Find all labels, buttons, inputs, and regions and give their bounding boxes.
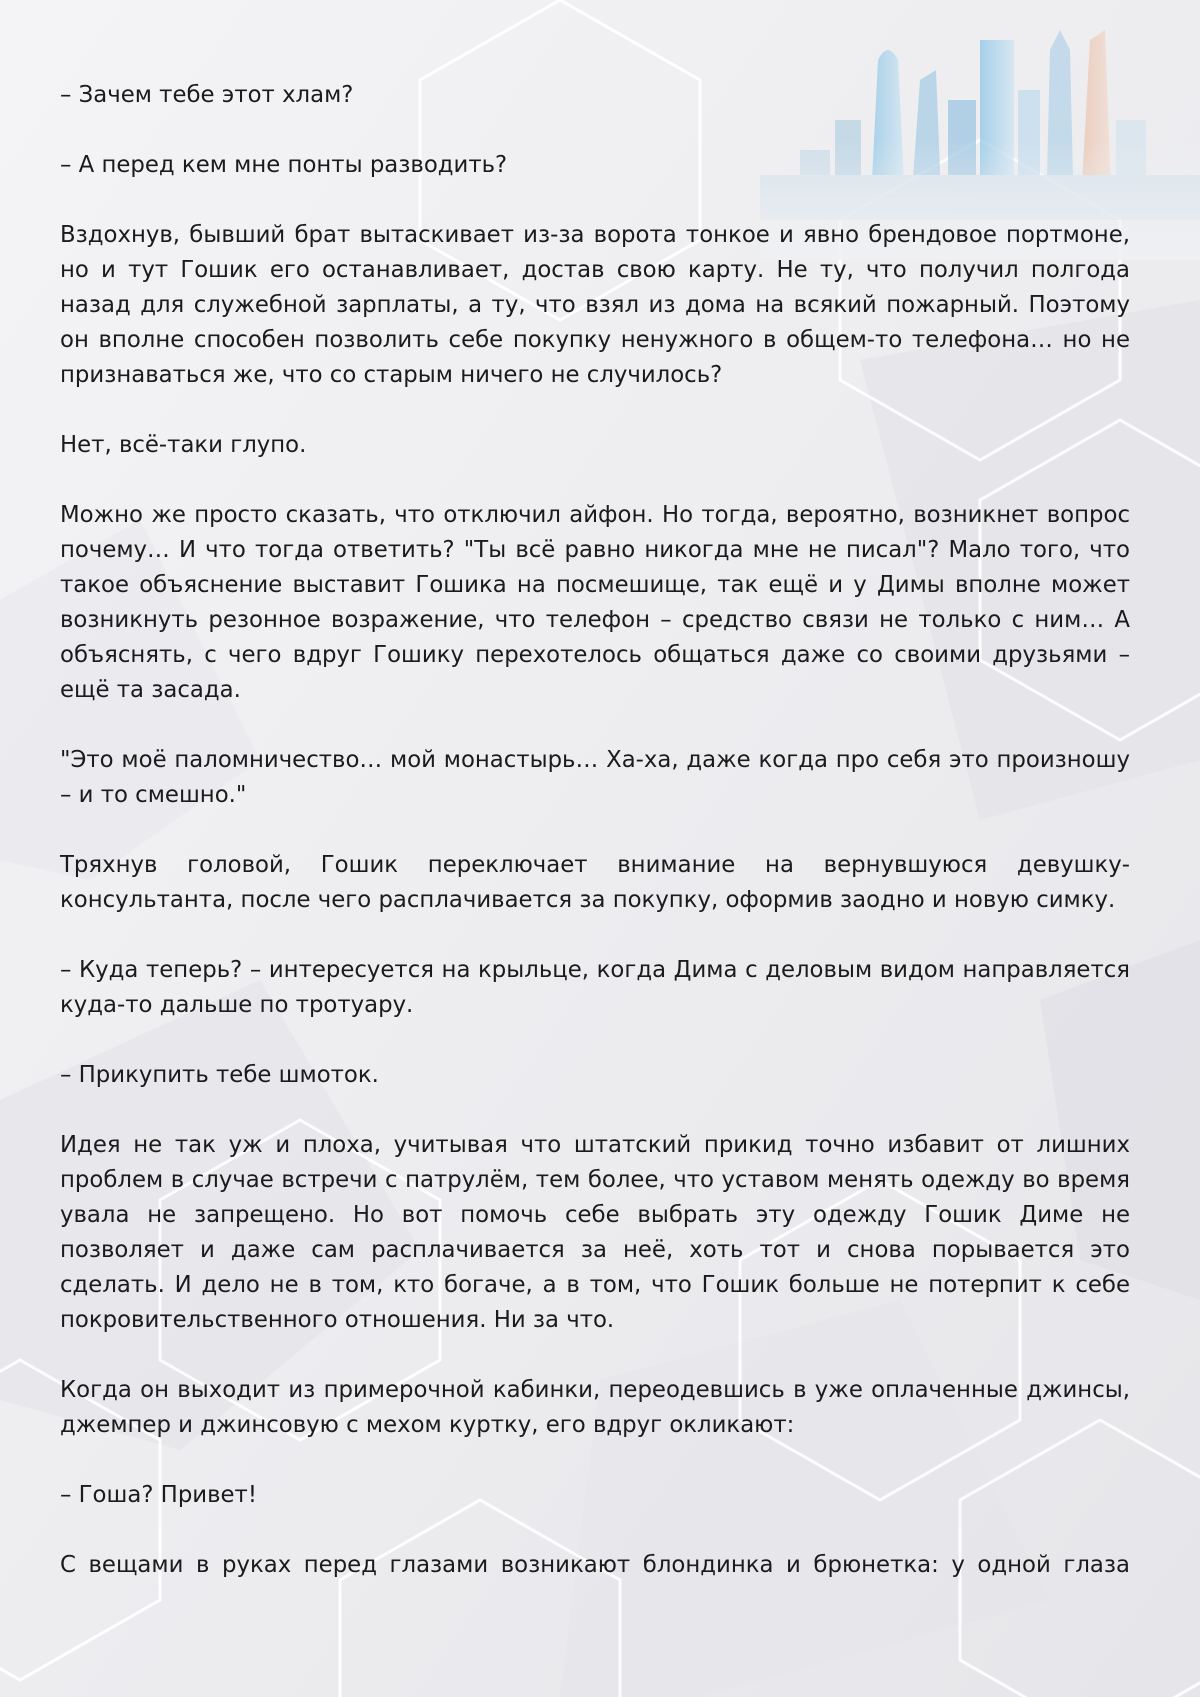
paragraph-9: – Прикупить тебе шмоток. — [60, 1062, 379, 1088]
paragraph-10: Идея не так уж и плоха, учитывая что штатский прикид точно избавит от лишних проблем в случае встречи с патрулём, тем более, что уставом менять одежду во время увала не запрещено. Но вот помочь себе выбрать эту одежду Гошик Диме не позволяет и даже сам расплачивается за неё, хоть тот и снова порывается это сделать. И дело не в том, кто богаче, а в том, что Гошик больше не потерпит к себе покровительственного отношения. Ни за что. — [60, 1132, 1130, 1333]
paragraph-5: Можно же просто сказать, что отключил айфон. Но тогда, вероятно, возникнет вопрос почему… И что тогда ответить? "Ты всё равно никогда мне не писал"? Мало того, что такое объяснение выставит Гошика на посмешище, так ещё и у Димы вполне может возникнуть резонное возражение, что телефон – средство связи не только с ним… А объяснять, с чего вдруг Гошику перехотелось общаться даже со своими друзьями – ещё та засада. — [60, 502, 1130, 703]
paragraph-8: – Куда теперь? – интересуется на крыльце, когда Дима с деловым видом направляется куда-то дальше по тротуару. — [60, 957, 1130, 1018]
document-body — [60, 78, 1130, 1583]
paragraph-6: "Это моё паломничество… мой монастырь… Ха-ха, даже когда про себя это произношу – и то смешно." — [60, 747, 1130, 808]
paragraph-12: – Гоша? Привет! — [60, 1482, 257, 1508]
paragraph-13: С вещами в руках перед глазами возникают блондинка и брюнетка: у одной глаза — [60, 1552, 1130, 1578]
paragraph-11: Когда он выходит из примерочной кабинки, переодевшись в уже оплаченные джинсы, джемпер и джинсовую с мехом куртку, его вдруг окликают: — [60, 1377, 1130, 1438]
paragraph-3: Вздохнув, бывший брат вытаскивает из-за ворота тонкое и явно брендовое портмоне, но и тут Гошик его останавливает, достав свою карту. Не ту, что получил полгода назад для служебной зарплаты, а ту, что взял из дома на всякий пожарный. Поэтому он вполне способен позволить себе покупку ненужного в общем-то телефона… но не признаваться же, что со старым ничего не случилось? — [60, 222, 1130, 388]
paragraph-2: – А перед кем мне понты разводить? — [60, 152, 508, 178]
paragraph-4: Нет, всё-таки глупо. — [60, 432, 307, 458]
paragraph-7: Тряхнув головой, Гошик переключает внимание на вернувшуюся девушку-консультанта, после чего расплачивается за покупку, оформив заодно и новую симку. — [60, 852, 1130, 913]
paragraph-1: – Зачем тебе этот хлам? — [60, 82, 354, 108]
